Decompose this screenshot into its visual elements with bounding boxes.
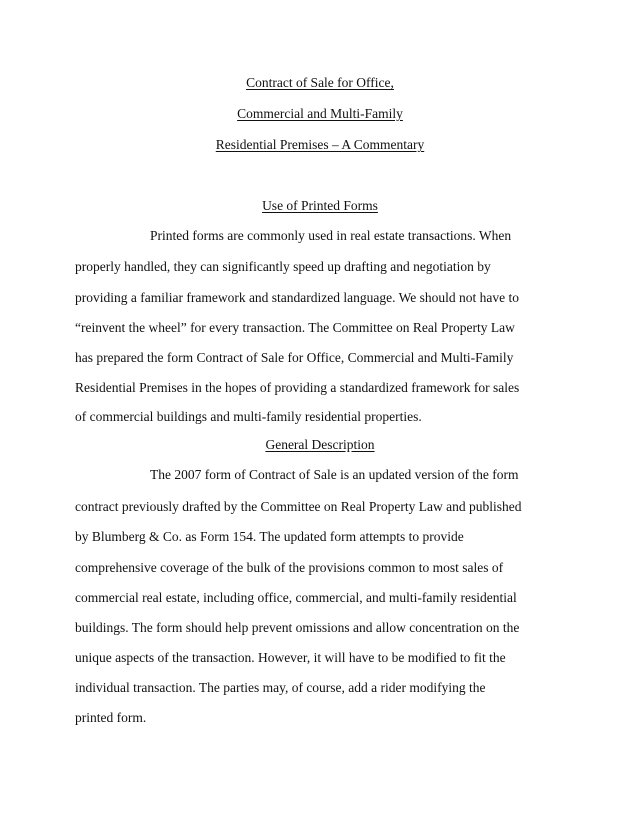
paragraph-line: has prepared the form Contract of Sale for Office, Commercial and Multi-Family — [75, 350, 514, 365]
paragraph-line: Printed forms are commonly used in real estate transactions. When — [150, 228, 512, 243]
paragraph-line: Residential Premises in the hopes of providing a standardized framework for sales — [75, 380, 520, 395]
paragraph-line: comprehensive coverage of the bulk of the provisions common to most sales of — [75, 560, 504, 575]
paragraph-line: individual transaction. The parties may, of course, add a rider modifying the — [75, 680, 486, 695]
title-line-3: Residential Premises – A Commentary — [215, 137, 425, 152]
paragraph-line: “reinvent the wheel” for every transaction. The Committee on Real Property Law — [75, 320, 515, 335]
paragraph-line: printed form. — [75, 710, 147, 725]
section-heading-printed-forms: Use of Printed Forms — [262, 198, 378, 213]
paragraph-line: The 2007 form of Contract of Sale is an updated version of the form — [150, 467, 519, 482]
paragraph-line: contract previously drafted by the Committee on Real Property Law and published — [75, 499, 522, 514]
paragraph-line: unique aspects of the transaction. However, it will have to be modified to fit the — [75, 650, 506, 665]
paragraph-line: providing a familiar framework and standardized language. We should not have to — [75, 290, 520, 305]
section-heading-general-description: General Description — [265, 437, 375, 452]
paragraph-line: commercial real estate, including office, commercial, and multi-family residential — [75, 590, 517, 605]
paragraph-line: by Blumberg & Co. as Form 154. The updated form attempts to provide — [75, 529, 464, 544]
paragraph-line: properly handled, they can significantly speed up drafting and negotiation by — [75, 259, 491, 274]
paragraph-line: buildings. The form should help prevent omissions and allow concentration on the — [75, 620, 520, 635]
title-line-1: Contract of Sale for Office, — [246, 75, 394, 90]
title-line-2: Commercial and Multi-Family — [237, 106, 403, 121]
paragraph-line: of commercial buildings and multi-family residential properties. — [75, 409, 422, 424]
